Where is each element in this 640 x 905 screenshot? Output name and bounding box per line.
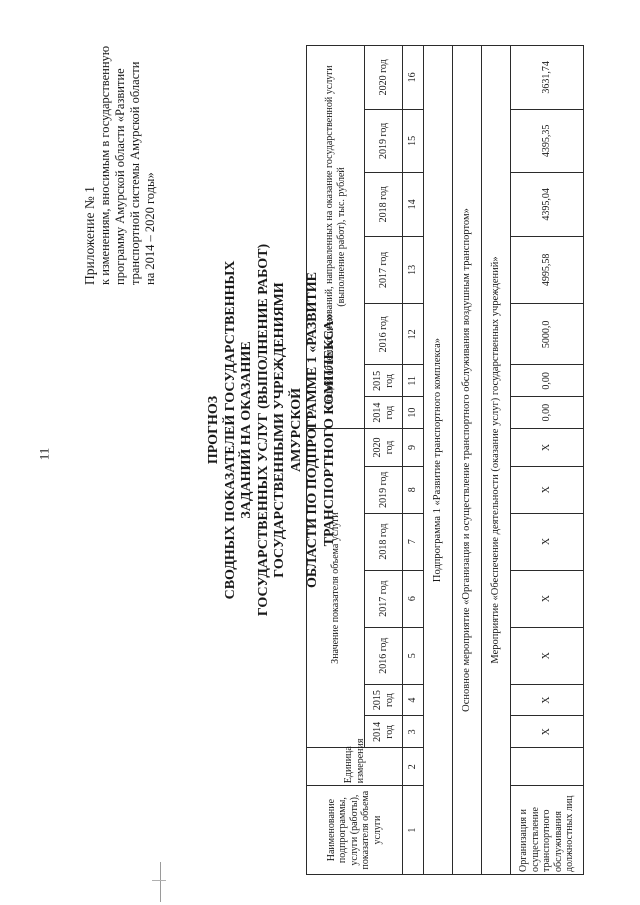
year-header: 2015 год [365, 365, 403, 397]
year-header: 2018 год [365, 173, 403, 236]
value-cell: X [511, 428, 584, 466]
appendix-line: транспортной системы Амурской области [128, 61, 142, 285]
year-header: 2020 год [365, 428, 403, 466]
header-value: Значение показателя объема услуги [307, 428, 365, 747]
title-line: ТРАНСПОРТНОГО КОМПЛЕКСА» [321, 313, 337, 547]
row-name: Организация и осуществление транспортного обслуживания должностных лиц [511, 786, 584, 875]
appendix-line: к изменениям, вносимым в государственную [98, 45, 112, 285]
appendix-line: на 2014 – 2020 годы» [143, 172, 157, 285]
title-line: ГОСУДАРСТВЕННЫМИ УЧРЕЖДЕНИЯМИ АМУРСКОЙ [272, 282, 304, 578]
funds-cell: 5000,0 [511, 304, 584, 365]
funds-cell: 0,00 [511, 397, 584, 429]
column-number: 9 [403, 428, 424, 466]
year-header: 2020 год [365, 46, 403, 110]
year-header: 2019 год [365, 467, 403, 514]
title-line: ПРОГНОЗ [206, 395, 221, 465]
title-line: ОБЛАСТИ ПО ПОДПРОГРАММЕ 1 «РАЗВИТИЕ [305, 272, 320, 588]
column-number: 6 [403, 570, 424, 627]
column-number: 5 [403, 627, 424, 684]
value-cell: X [511, 627, 584, 684]
appendix-line: программу Амурской области «Развитие [113, 68, 127, 285]
value-cell: X [511, 467, 584, 514]
column-number: 1 [403, 786, 424, 875]
table-row [511, 46, 584, 875]
funds-cell: 4395,04 [511, 173, 584, 236]
column-number: 15 [403, 109, 424, 172]
title-line: СВОДНЫХ ПОКАЗАТЕЛЕЙ ГОСУДАРСТВЕННЫХ ЗАДАНИЙ НА ОКАЗАНИЕ [222, 260, 254, 600]
year-header: 2017 год [365, 570, 403, 627]
column-number: 4 [403, 684, 424, 716]
year-header: 2016 год [365, 627, 403, 684]
year-header: 2014 год [365, 716, 403, 748]
funds-cell: 4395,35 [511, 109, 584, 172]
page-number: 11 [36, 447, 52, 461]
subprogram-row: Подпрограмма 1 «Развитие транспортного комплекса» [424, 46, 453, 875]
appendix-title: Приложение № 1 [82, 186, 97, 285]
value-cell: X [511, 716, 584, 748]
column-number: 2 [403, 748, 424, 786]
main-measure-row: Основное мероприятие «Организация и осуществление транспортного обслуживания воздушным транспортом» [453, 46, 482, 875]
funds-cell: 0,00 [511, 365, 584, 397]
year-header: 2014 год [365, 397, 403, 429]
title-line: ГОСУДАРСТВЕННЫХ УСЛУГ (ВЫПОЛНЕНИЕ РАБОТ) [255, 243, 271, 617]
column-number: 7 [403, 513, 424, 570]
year-header: 2017 год [365, 236, 403, 304]
column-number: 3 [403, 716, 424, 748]
column-number: 14 [403, 173, 424, 236]
column-number: 12 [403, 304, 424, 365]
funds-cell: 4995,58 [511, 236, 584, 304]
value-cell: X [511, 513, 584, 570]
year-header: 2016 год [365, 304, 403, 365]
column-number: 10 [403, 397, 424, 429]
appendix-block [82, 25, 158, 285]
value-cell: X [511, 684, 584, 716]
year-header: 2015 год [365, 684, 403, 716]
column-number: 13 [403, 236, 424, 304]
header-funds: Общий объем ассигнований, направленных на оказание государственной услуги (выполнение работ), тыс. рублей [307, 46, 365, 429]
forecast-table [306, 45, 584, 875]
year-header: 2018 год [365, 513, 403, 570]
row-unit [511, 748, 584, 786]
year-header: 2019 год [365, 109, 403, 172]
funds-cell: 3631,74 [511, 46, 584, 110]
column-number: 16 [403, 46, 424, 110]
measure-row: Мероприятие «Обеспечение деятельности (оказание услуг) государственных учреждений» [482, 46, 511, 875]
column-number: 8 [403, 467, 424, 514]
column-number: 11 [403, 365, 424, 397]
header-name: Наименование подпрограммы, услуги (работы), показателя объема услуги [307, 786, 403, 875]
value-cell: X [511, 570, 584, 627]
header-unit: Единица измерения [307, 748, 403, 786]
